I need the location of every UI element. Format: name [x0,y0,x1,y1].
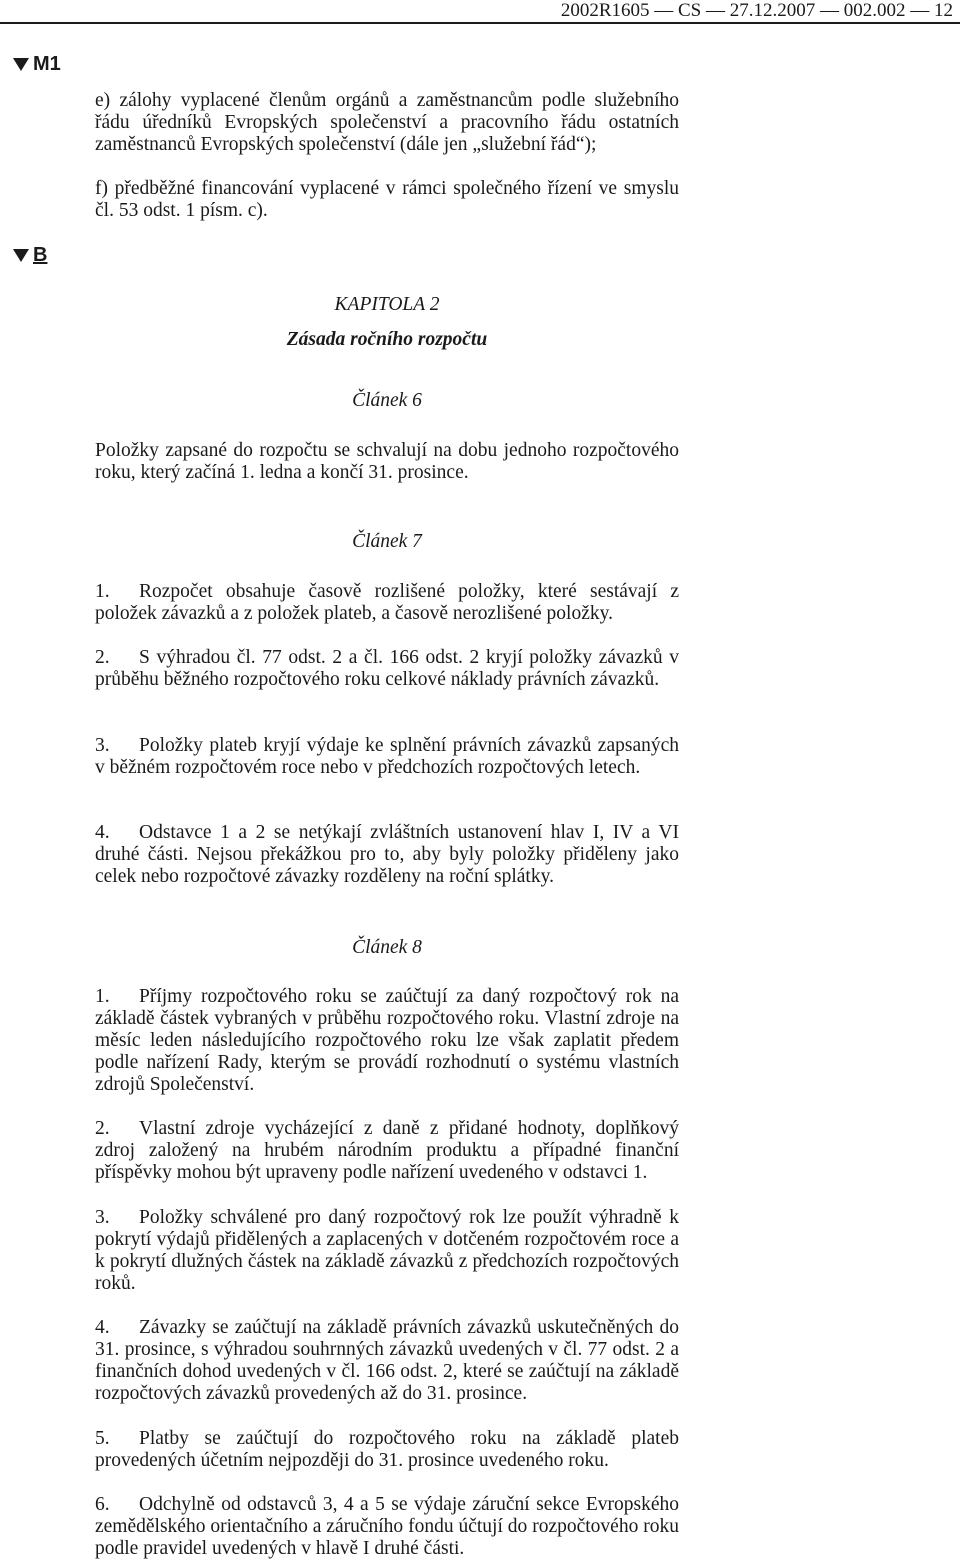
paragraph-text: Vlastní zdroje vycházející z daně z přidané hodnoty, doplňkový zdroj založený na hrubém národním produktu a případné finanční příspěvky mohou být upraveny podle nařízení uvedeného v odstavci 1. [95,1118,679,1183]
paragraph-text: Rozpočet obsahuje časově rozlišené položky, které sestávají z položek závazků a z položek plateb, a časově nerozlišené položky. [95,581,679,624]
paragraph-number: 2. [95,1118,110,1139]
article-7-paragraph [95,735,679,779]
paragraph-number: 6. [95,1494,110,1515]
triangle-down-icon [13,249,29,262]
article-8-heading: Článek 8 [352,937,422,958]
amendment-marker-m1 [13,52,61,76]
article-8-paragraph [95,1494,679,1560]
header-reference: 2002R1605 — CS — 27.12.2007 — 002.002 — 12 [560,0,953,21]
paragraph-number: 1. [95,986,110,1007]
paragraph-text: Platby se zaúčtují do rozpočtového roku na základě plateb provedených účetním nejpozději do 31. prosince uvedeného roku. [95,1428,679,1471]
marker-label: B [33,244,48,266]
header-rule [0,22,960,24]
paragraph-text: Odstavce 1 a 2 se netýkají zvláštních ustanovení hlav I, IV a VI druhé části. Nejsou překážkou pro to, aby byly položky přiděleny jako celek nebo rozpočtové závazky rozděleny na roční splátky. [95,822,679,887]
amendment-marker-b [13,243,47,267]
chapter-label: KAPITOLA 2 [334,294,440,315]
item-f: f) předběžné financování vyplacené v rámci společného řízení ve smyslu čl. 53 odst. 1 písm. c). [95,178,679,221]
paragraph-number: 5. [95,1428,110,1449]
article-8-paragraph [95,1118,679,1184]
paragraph-number: 2. [95,647,110,668]
paragraph-number: 4. [95,1317,110,1338]
paragraph-text: Odchylně od odstavců 3, 4 a 5 se výdaje záruční sekce Evropského zemědělského orientačního a záručního fondu účtují do rozpočtového roku podle pravidel uvedených v hlavě I druhé části. [95,1494,679,1559]
article-8-paragraph [95,986,679,1096]
article-8-paragraph [95,1428,679,1472]
triangle-down-icon [13,58,29,71]
paragraph-number: 3. [95,735,110,756]
paragraph-number: 3. [95,1207,110,1228]
chapter-title: Zásada ročního rozpočtu [286,329,488,350]
article-8-paragraph [95,1317,679,1405]
page-header [0,0,960,25]
article-6-text: Položky zapsané do rozpočtu se schvalují na dobu jednoho rozpočtového roku, který začíná 1. ledna a končí 31. prosince. [95,440,679,483]
article-6-heading: Článek 6 [352,390,422,411]
item-e: e) zálohy vyplacené členům orgánů a zaměstnancům podle služebního řádu úředníků Evropských společenství a pracovního řádu ostatních zaměstnanců Evropských společenství (dále jen „služební řád“); [95,90,679,155]
article-7-paragraph [95,822,679,888]
paragraph-number: 1. [95,581,110,602]
article-7-paragraph [95,581,679,625]
article-8-paragraph [95,1207,679,1295]
paragraph-text: Položky plateb kryjí výdaje ke splnění právních závazků zapsaných v běžném rozpočtovém roce nebo v předchozích rozpočtových letech. [95,735,679,778]
paragraph-text: S výhradou čl. 77 odst. 2 a čl. 166 odst. 2 kryjí položky závazků v průběhu běžného rozpočtového roku celkové náklady právních závazků. [95,647,679,690]
article-7-heading: Článek 7 [352,531,422,552]
paragraph-text: Závazky se zaúčtují na základě právních závazků uskutečněných do 31. prosince, s výhradou souhrnných závazků uvedených v čl. 77 odst. 2 a finančních dohod uvedených v čl. 166 odst. 2, které se zaúčtují na základě rozpočtových závazků provedených až do 31. prosince. [95,1317,679,1404]
paragraph-number: 4. [95,822,110,843]
paragraph-text: Položky schválené pro daný rozpočtový rok lze použít výhradně k pokrytí výdajů přidělených a zaplacených v dotčeném rozpočtovém roce a k pokrytí dlužných částek na základě závazků z předchozích rozpočtových roků. [95,1207,679,1294]
article-7-paragraph [95,647,679,691]
marker-label: M1 [33,53,61,75]
paragraph-text: Příjmy rozpočtového roku se zaúčtují za daný rozpočtový rok na základě částek vybraných v průběhu rozpočtového roku. Vlastní zdroje na měsíc leden následujícího rozpočtového roku lze však zaplatit předem podle nařízení Rady, kterým se provádí rozhodnutí o systému vlastních zdrojů Společenství. [95,986,679,1095]
